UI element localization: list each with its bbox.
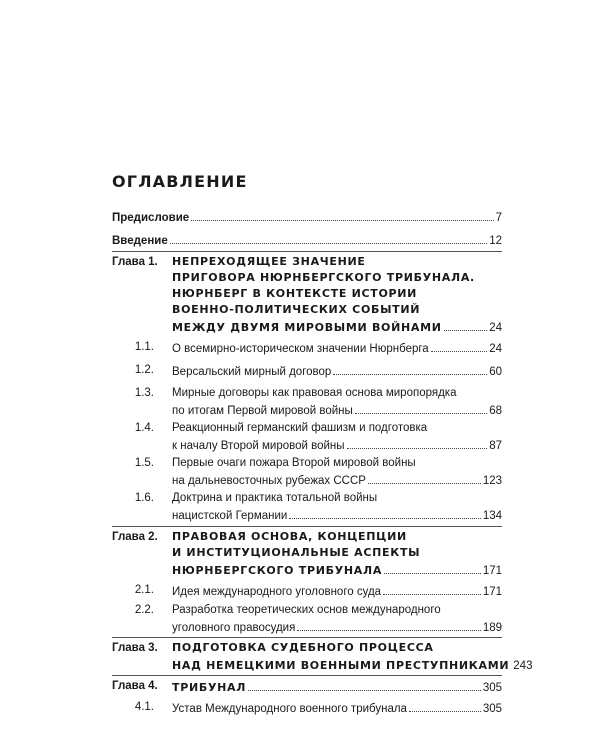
entry-label-line: Разработка теоретических основ международного xyxy=(172,604,441,616)
leader-dots xyxy=(368,472,481,484)
section-number: 2.2. xyxy=(134,604,154,616)
chapter-title-line: ПРИГОВОРА НЮРНБЕРГСКОГО ТРИБУНАЛА. xyxy=(172,271,475,284)
chapter-title-line: ТРИБУНАЛ xyxy=(172,681,247,694)
chapter-title-line: И ИНСТИТУЦИОНАЛЬНЫЕ АСПЕКТЫ xyxy=(172,546,421,559)
section-number: 1.3. xyxy=(134,387,154,399)
leader-dots xyxy=(444,319,488,331)
entry-label-line: Реакционный германский фашизм и подготовка xyxy=(172,422,428,434)
entry-label: к началу Второй мировой войны xyxy=(172,440,345,452)
section-number: 1.2. xyxy=(134,364,154,376)
page-number: 123 xyxy=(482,475,502,487)
page-number: 134 xyxy=(482,510,502,522)
page-number: 171 xyxy=(482,586,502,598)
page-number: 24 xyxy=(489,343,502,355)
page-number: 87 xyxy=(489,440,502,452)
chapter-number: Глава 4. xyxy=(112,680,158,692)
page-number: 305 xyxy=(482,682,502,694)
entry-label-line: Доктрина и практика тотальной войны xyxy=(172,492,378,504)
chapter-title-line: ПОДГОТОВКА СУДЕБНОГО ПРОЦЕССА xyxy=(172,641,434,654)
section-number: 2.1. xyxy=(134,584,154,596)
page-number: 189 xyxy=(482,622,502,634)
leader-dots xyxy=(431,340,488,352)
separator-rule xyxy=(112,637,502,638)
entry-label: Устав Международного военного трибунала xyxy=(172,703,407,715)
leader-dots xyxy=(383,583,481,595)
entry-label: уголовного правосудия xyxy=(172,622,296,634)
separator-rule xyxy=(112,675,502,676)
chapter-title-line: МЕЖДУ ДВУМЯ МИРОВЫМИ ВОЙНАМИ xyxy=(172,321,442,334)
chapter-title-line: НЕПРЕХОДЯЩЕЕ ЗНАЧЕНИЕ xyxy=(172,255,366,268)
page-number: 7 xyxy=(495,212,502,224)
chapter-number: Глава 1. xyxy=(112,256,158,268)
page-number: 171 xyxy=(482,565,502,577)
chapter-title-line: ПРАВОВАЯ ОСНОВА, КОНЦЕПЦИИ xyxy=(172,530,407,543)
chapter-title-line: НАД НЕМЕЦКИМИ ВОЕННЫМИ ПРЕСТУПНИКАМИ xyxy=(172,659,510,672)
leader-dots xyxy=(355,402,487,414)
leader-dots xyxy=(170,232,487,244)
page-title: ОГЛАВЛЕНИЕ xyxy=(112,172,248,191)
page-number: 24 xyxy=(489,322,502,334)
entry-label: нацистской Германии xyxy=(172,510,288,522)
leader-dots xyxy=(409,700,481,712)
chapter-title-line: НЮРНБЕРГ В КОНТЕКСТЕ ИСТОРИИ xyxy=(172,287,418,300)
chapter-number: Глава 2. xyxy=(112,531,158,543)
section-number: 4.1. xyxy=(134,701,154,713)
chapter-title-line: НЮРНБЕРГСКОГО ТРИБУНАЛА xyxy=(172,564,383,577)
page-number: 60 xyxy=(489,366,502,378)
entry-label: Идея международного уголовного суда xyxy=(172,586,382,598)
leader-dots xyxy=(297,619,480,631)
separator-rule xyxy=(112,526,502,527)
entry-label-line: Первые очаги пожара Второй мировой войны xyxy=(172,457,416,469)
entry-label: по итогам Первой мировой войны xyxy=(172,405,353,417)
chapter-title-line: ВОЕННО-ПОЛИТИЧЕСКИХ СОБЫТИЙ xyxy=(172,303,421,316)
section-number: 1.1. xyxy=(134,341,154,353)
leader-dots xyxy=(248,679,481,691)
page-number: 68 xyxy=(489,405,502,417)
entry-label-line: Мирные договоры как правовая основа миропорядка xyxy=(172,387,457,399)
chapter-number: Глава 3. xyxy=(112,642,158,654)
leader-dots xyxy=(289,507,480,519)
entry-label: Версальский мирный договор xyxy=(172,366,332,378)
leader-dots xyxy=(191,209,493,221)
leader-dots xyxy=(347,437,488,449)
entry-label: Предисловие xyxy=(112,212,190,224)
entry-label: О всемирно-историческом значении Нюрнберга xyxy=(172,343,429,355)
separator-rule xyxy=(112,251,502,252)
section-number: 1.5. xyxy=(134,457,154,469)
leader-dots xyxy=(333,363,487,375)
page-number: 12 xyxy=(489,235,502,247)
entry-label: на дальневосточных рубежах СССР xyxy=(172,475,366,487)
entry-label: Введение xyxy=(112,235,168,247)
leader-dots xyxy=(384,562,481,574)
page-number: 305 xyxy=(482,703,502,715)
section-number: 1.6. xyxy=(134,492,154,504)
section-number: 1.4. xyxy=(134,422,154,434)
page-number: 243 xyxy=(513,660,533,672)
